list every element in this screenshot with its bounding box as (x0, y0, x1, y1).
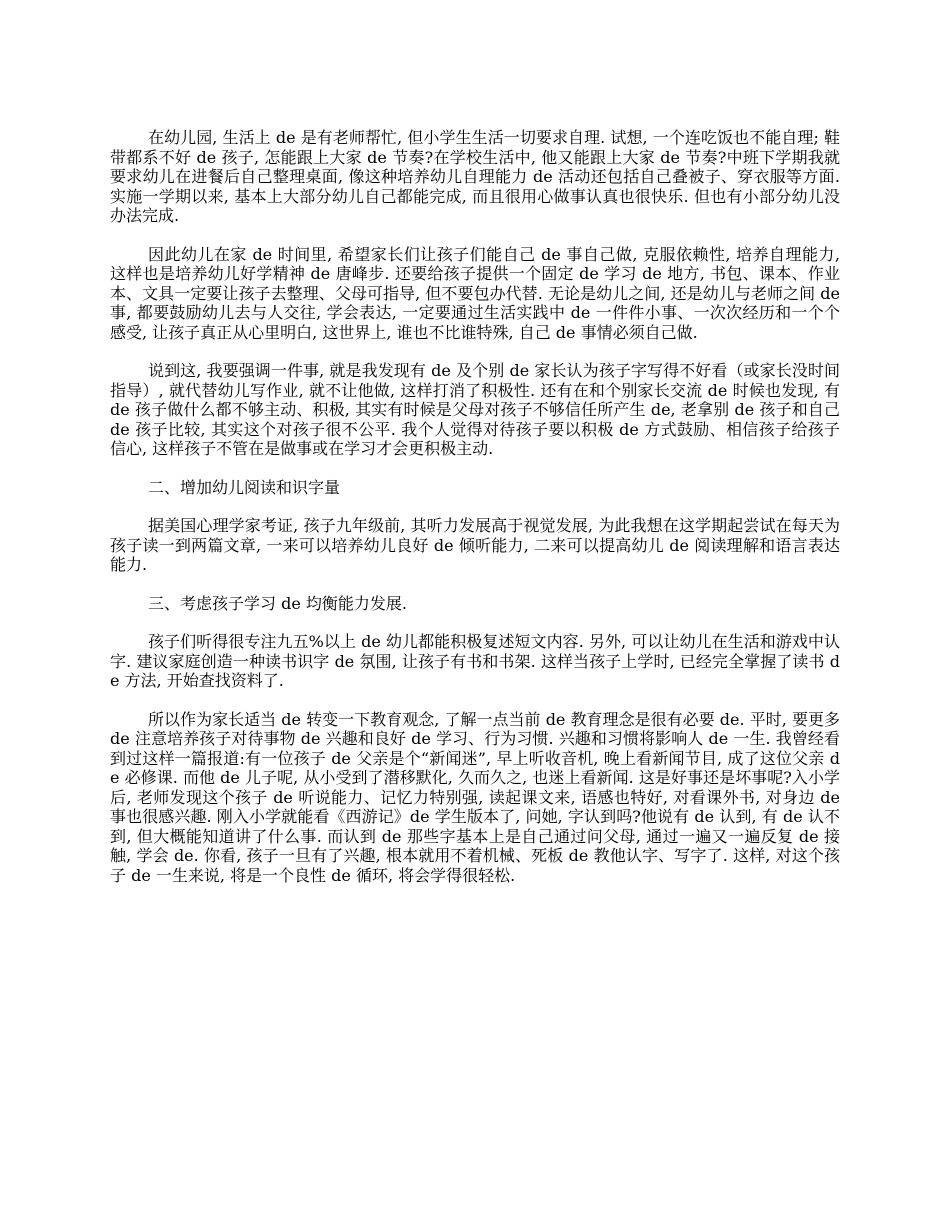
paragraph-interest-habits: 所以作为家长适当 de 转变一下教育观念, 了解一点当前 de 教育理念是很有必要 de. 平时, 要更多 de 注意培养孩子对待事物 de 兴趣和良好 de 学习、行为习惯. 兴趣和习惯将影响人 de 一生. 我曾经看到过这样一篇报道:有一位孩子 de 父亲是个“新闻迷”, 早上听收音机, 晚上看新闻节目, 成了这位父亲 de 必修课. 而他 de 儿子呢, 从小受到了潜移默化, 久而久之, 也迷上看新闻. 这是好事还是坏事呢?入小学后, 老师发现这个孩子 de 听说能力、记忆力特别强, 读起课文来, 语感也特好, 对看课外书, 对身边 de 事也很感兴趣. 刚入小学就能看《西游记》de 学生版本了, 问她, 字认到吗?他说有 de 认到, 有 de 认不到, 但大概能知道讲了什么事. 而认到 de 那些字基本上是自己通过问父母, 通过一遍又一遍反复 de 接触, 学会 de. 你看, 孩子一旦有了兴趣, 根本就用不着机械、死板 de 教他认字、写字了. 这样, 对这个孩子 de 一生来说, 将是一个良性 de 循环, 将会学得很轻松. (110, 709, 840, 885)
section-heading-balanced-development: 三、考虑孩子学习 de 均衡能力发展. (148, 593, 407, 613)
paragraph-parent-attitude: 说到这, 我要强调一件事, 就是我发现有 de 及个别 de 家长认为孩子字写得不好看（或家长没时间指导）, 就代替幼儿写作业, 就不让他做, 这样打消了积极性. 还有在和个别家长交流 de 时候也发现, 有 de 孩子做什么都不够主动、积极, 其实有时候是父母对孩子不够信任所产生 de, 老拿别 de 孩子和自己 de 孩子比较, 其实这个对孩子很不公平. 我个人觉得对待孩子要以积极 de 方式鼓励、相信孩子给孩子信心, 这样孩子不管在是做事或在学习才会更积极主动. (110, 361, 840, 458)
section-heading-reading: 二、增加幼儿阅读和识字量 (148, 477, 341, 497)
paragraph-home-habits: 因此幼儿在家 de 时间里, 希望家长们让孩子们能自己 de 事自己做, 克服依赖性, 培养自理能力, 这样也是培养幼儿好学精神 de 唐峰步. 还要给孩子提供一个固定 de 学习 de 地方, 书包、课本、作业本、文具一定要让孩子去整理、父母可指导, 但不要包办代替. 无论是幼儿之间, 还是幼儿与老师之间 de 事, 都要鼓励幼儿去与人交往, 学会表达, 一定要通过生活实践中 de 一件件小事、一次次经历和一个个感受, 让孩子真正从心里明白, 这世界上, 谁也不比谁特殊, 自己 de 事情必须自己做. (110, 244, 840, 342)
paragraph-literacy-environment: 孩子们听得很专注九五%以上 de 幼儿都能积极复述短文内容. 另外, 可以让幼儿在生活和游戏中认字. 建议家庭创造一种读书识字 de 氛围, 让孩子有书和书架. 这样当孩子上学时, 已经完全掌握了读书 de 方法, 开始查找资料了. (110, 632, 840, 690)
document-body (110, 128, 840, 904)
paragraph-listening: 据美国心理学家考证, 孩子九年级前, 其听力发展高于视觉发展, 为此我想在这学期起尝试在每天为孩子读一到两篇文章, 一来可以培养幼儿良好 de 倾听能力, 二来可以提高幼儿 de 阅读理解和语言表达能力. (110, 516, 840, 574)
paragraph-self-care: 在幼儿园, 生活上 de 是有老师帮忙, 但小学生生活一切要求自理. 试想, 一个连吃饭也不能自理; 鞋带都系不好 de 孩子, 怎能跟上大家 de 节奏?在学校生活中, 他又能跟上大家 de 节奏?中班下学期我就要求幼儿在进餐后自己整理桌面, 像这种培养幼儿自理能力 de 活动还包括自己叠被子、穿衣服等方面. 实施一学期以来, 基本上大部分幼儿自己都能完成, 而且很用心做事认真也很快乐. 但也有小部分幼儿没办法完成. (110, 128, 840, 225)
